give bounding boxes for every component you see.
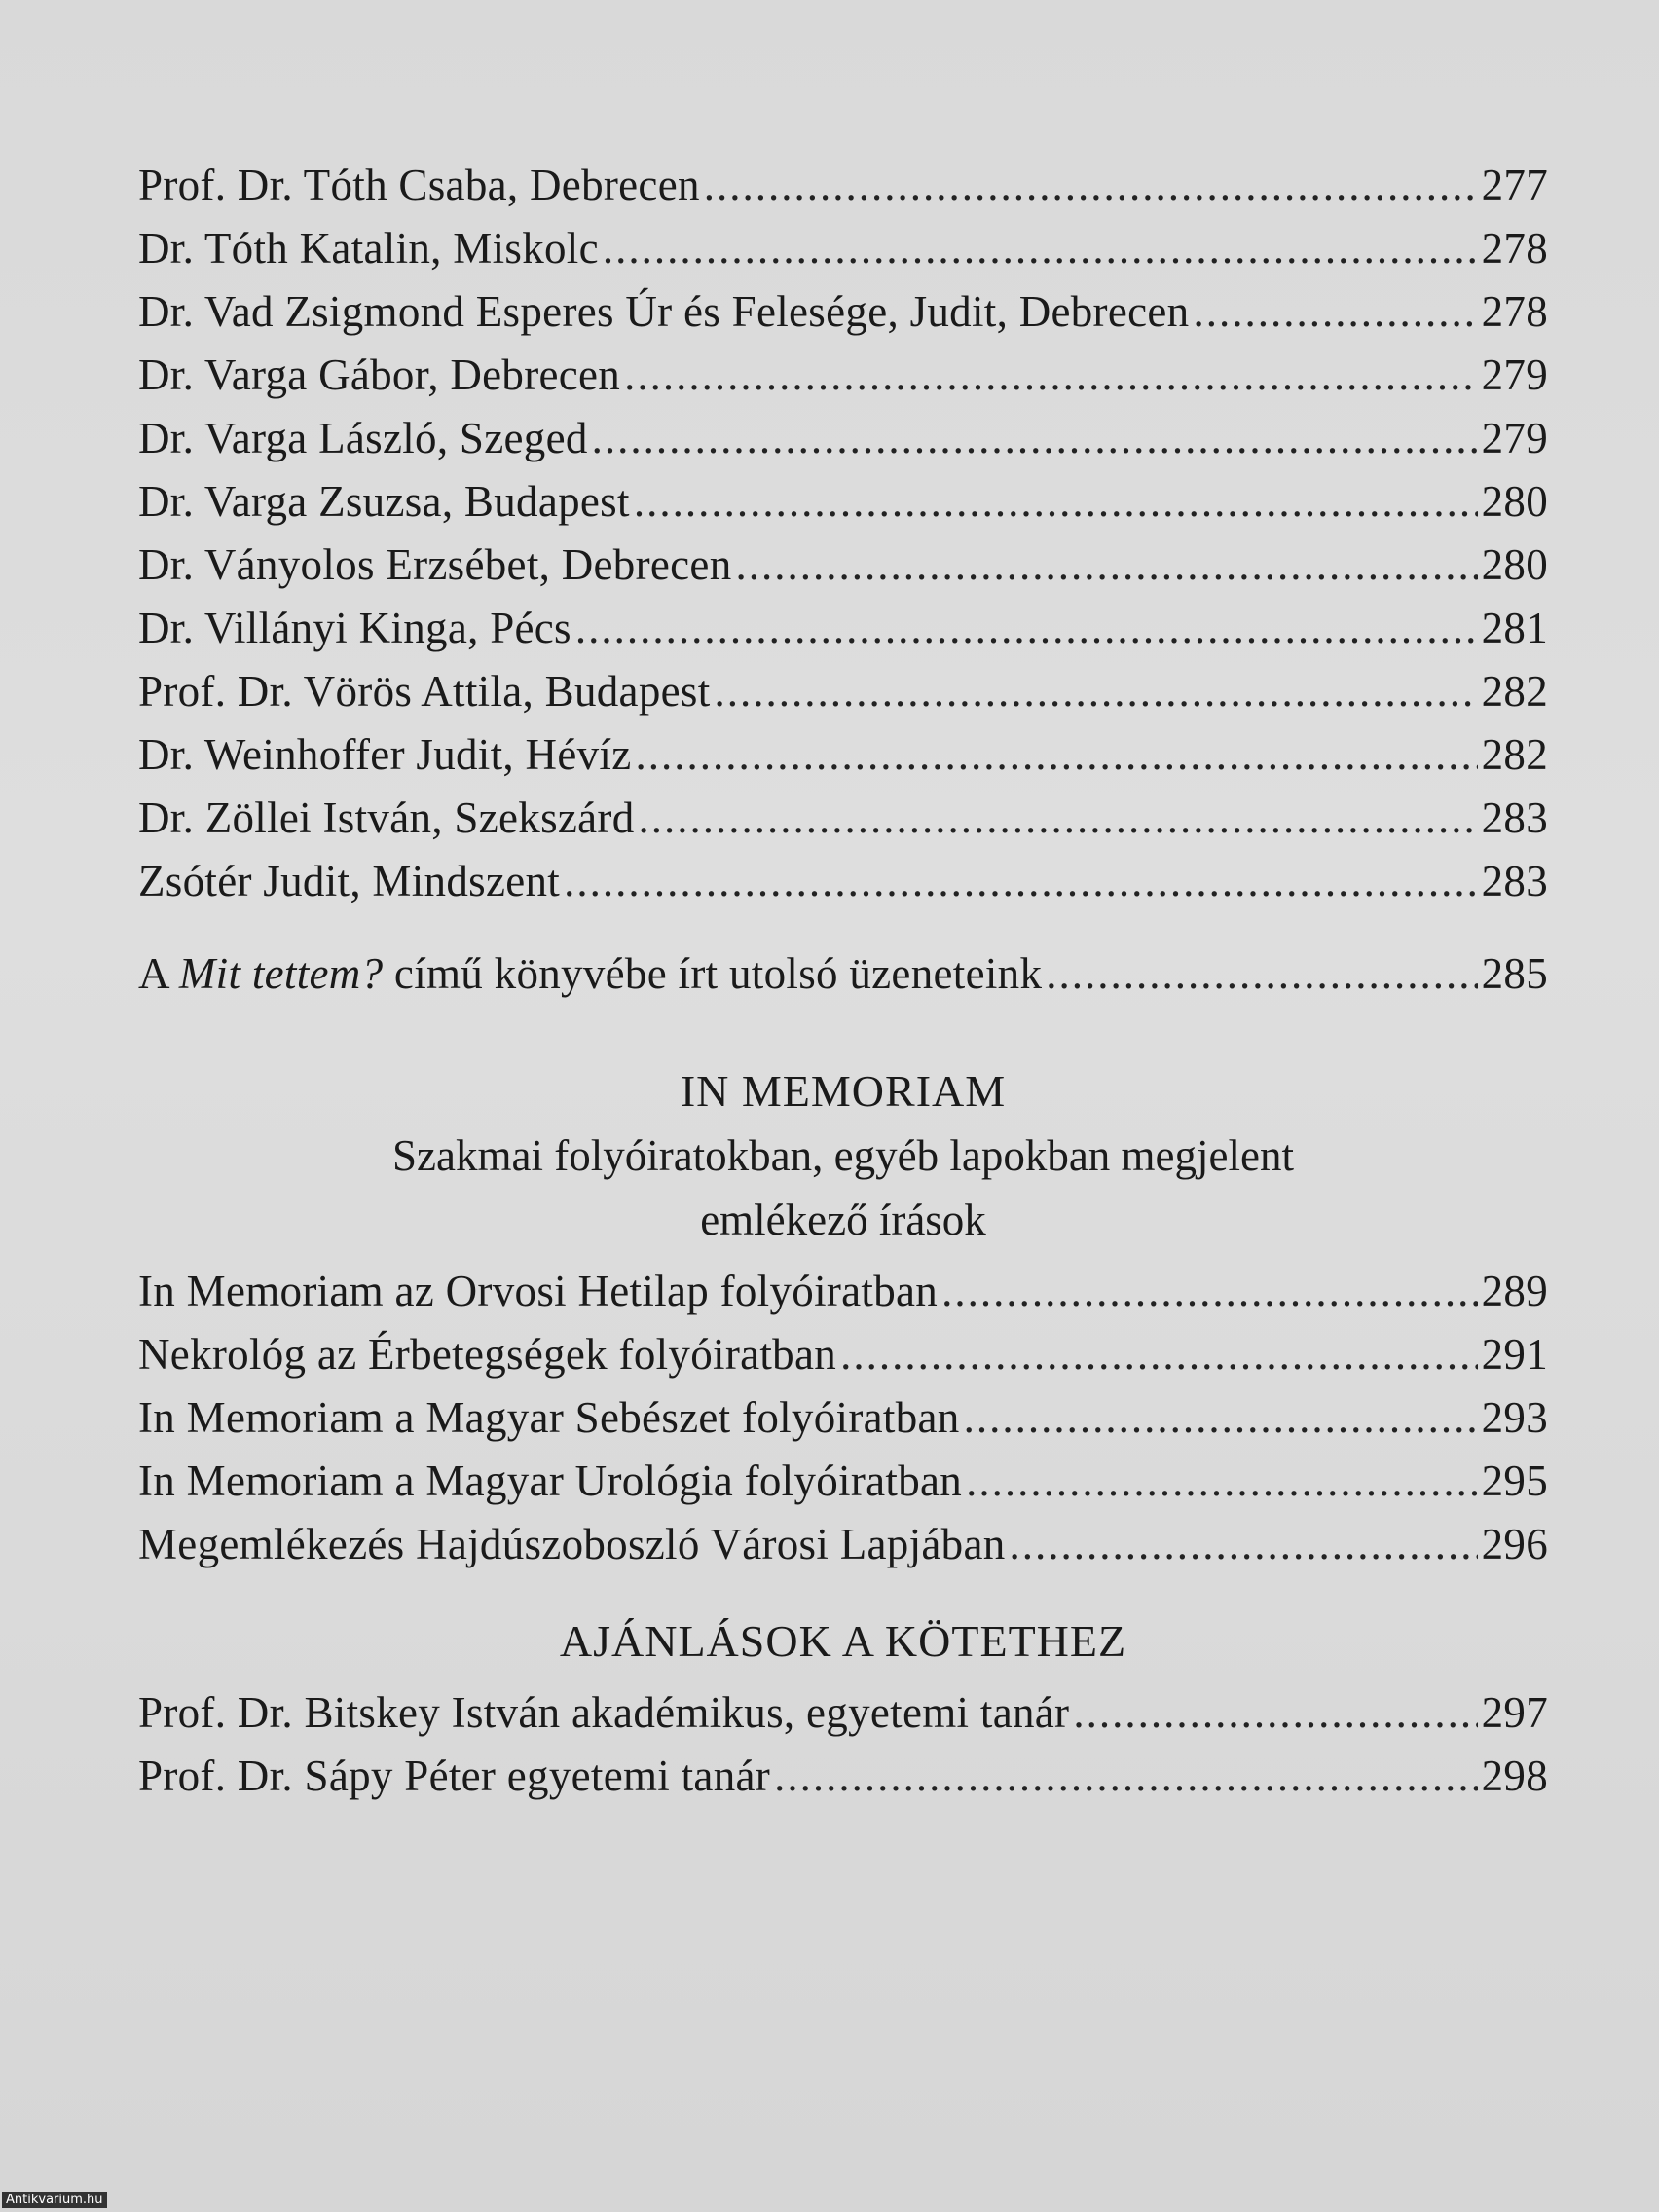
toc-leader-dots (736, 534, 1478, 597)
vertical-spacer (138, 1576, 1548, 1609)
title-prefix: A (138, 949, 179, 998)
toc-group-contributors (138, 154, 1548, 913)
toc-entry-page: 283 (1481, 793, 1548, 842)
section-subtitle-line: emlékező írások (700, 1196, 986, 1244)
toc-entry (138, 597, 1548, 660)
toc-entry (138, 470, 1548, 534)
toc-entry-title: In Memoriam a Magyar Urológia folyóiratban (138, 1456, 963, 1505)
toc-entry-title: Megemlékezés Hajdúszoboszló Városi Lapjában (138, 1520, 1006, 1568)
toc-entry-title: Zsótér Judit, Mindszent (138, 857, 561, 905)
toc-entry (138, 787, 1548, 850)
section-subtitle-line: Szakmai folyóiratokban, egyéb lapokban megjelent (392, 1131, 1294, 1180)
toc-entry (138, 1260, 1548, 1323)
toc-entry (138, 723, 1548, 787)
toc-leader-dots (1073, 1681, 1477, 1745)
toc-entry-title: Dr. Varga Gábor, Debrecen (138, 350, 621, 399)
toc-entry-messages (138, 942, 1548, 1006)
toc-leader-dots (941, 1260, 1477, 1323)
toc-leader-dots (715, 660, 1478, 723)
toc-leader-dots (840, 1323, 1478, 1386)
toc-entry-page: 279 (1481, 414, 1548, 462)
toc-entry-page: 296 (1481, 1520, 1548, 1568)
toc-entry-page: 279 (1481, 350, 1548, 399)
section-heading: AJÁNLÁSOK A KÖTETHEZ (559, 1616, 1127, 1666)
toc-entry-page: 285 (1481, 949, 1548, 998)
vertical-spacer (138, 1252, 1548, 1260)
toc-entry (138, 1745, 1548, 1808)
toc-leader-dots (964, 1386, 1478, 1450)
toc-leader-dots (704, 154, 1478, 217)
section-in-memoriam (138, 1059, 1548, 1576)
toc-entry-page: 295 (1481, 1456, 1548, 1505)
section-recommendations (138, 1609, 1548, 1808)
toc-entry-title: Prof. Dr. Vörös Attila, Budapest (138, 667, 711, 716)
toc-leader-dots (603, 217, 1478, 280)
toc-entry (138, 534, 1548, 597)
vertical-spacer (138, 1006, 1548, 1059)
toc-entry-page: 281 (1481, 604, 1548, 652)
toc-entry-title: Dr. Vad Zsigmond Esperes Úr és Felesége, Judit, Debrecen (138, 287, 1190, 336)
watermark-text: Antikvarium.hu (2, 2192, 107, 2208)
toc-entry-page: 283 (1481, 857, 1548, 905)
toc-entry (138, 1386, 1548, 1450)
toc-entry-page: 291 (1481, 1330, 1548, 1379)
toc-entry-title (138, 942, 1042, 1006)
toc-entry (138, 1323, 1548, 1386)
toc-leader-dots (1193, 280, 1477, 344)
toc-entry-page: 280 (1481, 477, 1548, 526)
toc-leader-dots (624, 344, 1477, 407)
toc-entry (138, 407, 1548, 470)
toc-entry-page: 289 (1481, 1267, 1548, 1315)
toc-leader-dots (575, 597, 1478, 660)
toc-entry (138, 660, 1548, 723)
toc-entry-page: 277 (1481, 161, 1548, 209)
toc-entry-title: Dr. Tóth Katalin, Miskolc (138, 224, 599, 273)
toc-entry-title: Dr. Varga Zsuzsa, Budapest (138, 477, 630, 526)
toc-entry-page: 280 (1481, 540, 1548, 589)
toc-entry-title: Prof. Dr. Bitskey István akadémikus, egyetemi tanár (138, 1688, 1070, 1737)
toc-entry-title: Prof. Dr. Sápy Péter egyetemi tanár (138, 1751, 771, 1800)
toc-entry-page: 278 (1481, 224, 1548, 273)
vertical-spacer (138, 1674, 1548, 1681)
toc-entry-title: Dr. Weinhoffer Judit, Hévíz (138, 730, 632, 779)
toc-entry-page: 282 (1481, 667, 1548, 716)
toc-leader-dots (774, 1745, 1478, 1808)
toc-entry-title: Dr. Varga László, Szeged (138, 414, 588, 462)
toc-entry-page: 297 (1481, 1688, 1548, 1737)
toc-entry-title: Dr. Villányi Kinga, Pécs (138, 604, 571, 652)
toc-entry-page: 298 (1481, 1751, 1548, 1800)
toc-entry-page: 293 (1481, 1393, 1548, 1442)
toc-entry-title: Dr. Zöllei István, Szekszárd (138, 793, 635, 842)
section-heading: IN MEMORIAM (680, 1066, 1007, 1116)
toc-leader-dots (635, 723, 1477, 787)
toc-leader-dots (966, 1450, 1478, 1513)
toc-entry-title: In Memoriam az Orvosi Hetilap folyóiratban (138, 1267, 939, 1315)
table-of-contents (138, 154, 1548, 1808)
toc-leader-dots (1010, 1513, 1478, 1576)
toc-entry-title: Nekrológ az Érbetegségek folyóiratban (138, 1330, 837, 1379)
toc-entry (138, 344, 1548, 407)
title-suffix: című könyvébe írt utolsó üzeneteink (383, 949, 1043, 998)
toc-entry (138, 1450, 1548, 1513)
toc-entry (138, 154, 1548, 217)
toc-entry (138, 217, 1548, 280)
toc-entry (138, 1681, 1548, 1745)
toc-entry (138, 850, 1548, 913)
toc-entry-title: In Memoriam a Magyar Sebészet folyóiratban (138, 1393, 960, 1442)
toc-leader-dots (634, 470, 1478, 534)
toc-leader-dots (564, 850, 1477, 913)
toc-entry-title: Prof. Dr. Tóth Csaba, Debrecen (138, 161, 700, 209)
toc-entry-title: Dr. Ványolos Erzsébet, Debrecen (138, 540, 732, 589)
toc-entry-page: 278 (1481, 287, 1548, 336)
toc-leader-dots (1046, 942, 1477, 1006)
book-title-italic: Mit tettem? (178, 949, 384, 998)
toc-leader-dots (639, 787, 1478, 850)
toc-leader-dots (592, 407, 1478, 470)
toc-entry (138, 280, 1548, 344)
toc-entry-page: 282 (1481, 730, 1548, 779)
vertical-spacer (138, 913, 1548, 942)
toc-entry (138, 1513, 1548, 1576)
